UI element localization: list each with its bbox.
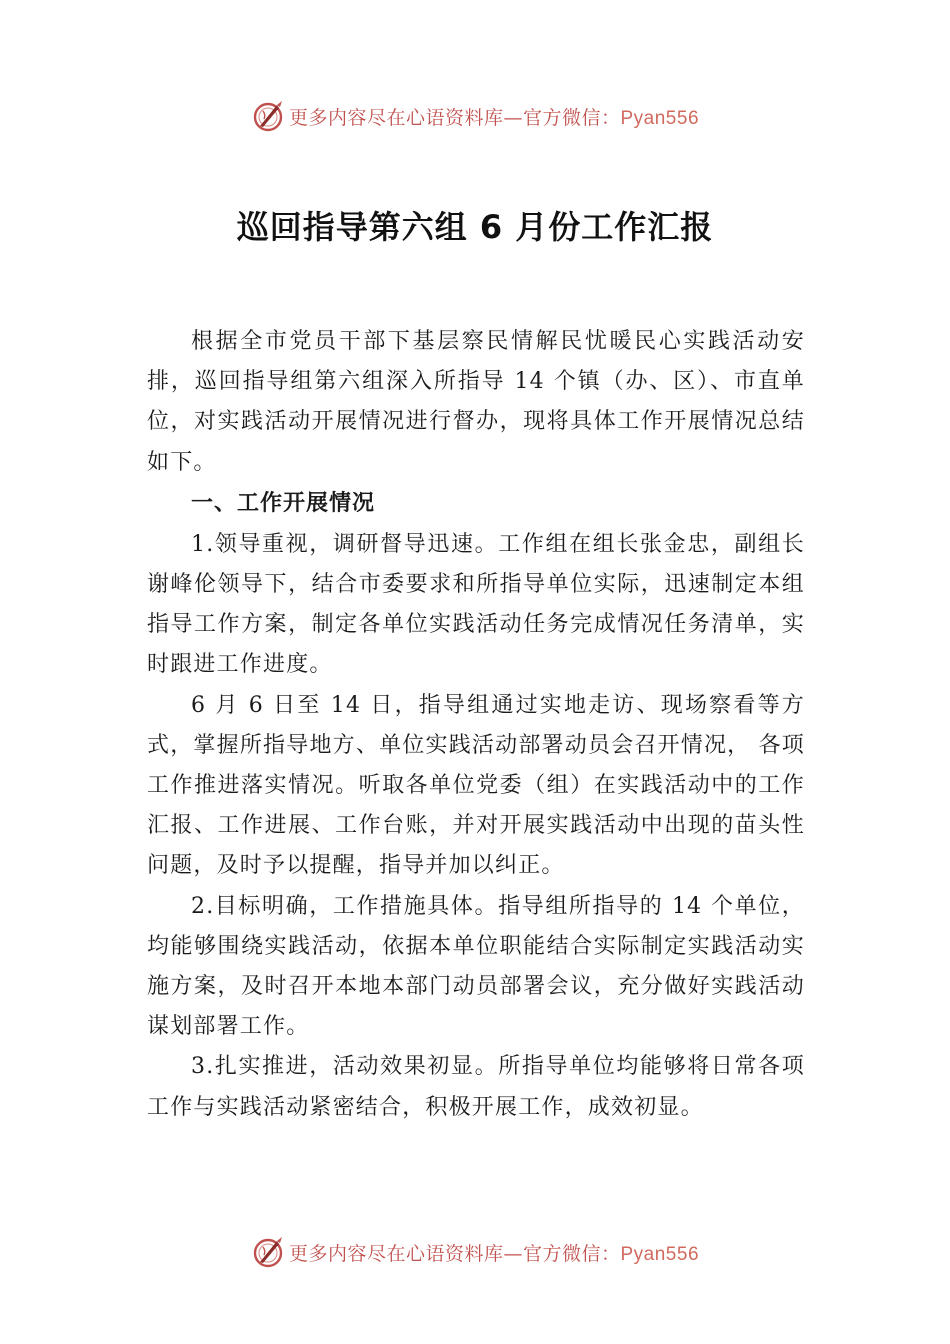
section-heading: 一、工作开展情况 [191,490,376,516]
header-wechat-id: Pyan556 [620,107,700,129]
paragraph-3: 2.目标明确，工作措施具体。指导组所指导的 14 个单位，均能够围绕实践活动，依据本单位职能结合实际制定实践活动实施方案，及时召开本地本部门动员部署会议，充分做好实践活动谋划部署工作。 [147,893,805,1040]
quill-circle-icon [251,99,285,133]
document-body [147,322,805,1128]
header-banner-text: 更多内容尽在心语资料库—官方微信：Pyan556 [288,106,700,129]
paragraph-1: 1.领导重视，调研督导迅速。工作组在组长张金忠，副组长谢峰伦领导下，结合市委要求和所指导单位实际，迅速制定本组指导工作方案，制定各单位实践活动任务完成情况任务清单，实时跟进工作进度。 [147,531,805,678]
footer-banner-text: 更多内容尽在心语资料库—官方微信：Pyan556 [288,1242,700,1265]
intro-paragraph: 根据全市党员干部下基层察民情解民忧暖民心实践活动安排，巡回指导组第六组深入所指导 14 个镇（办、区）、市直单位，对实践活动开展情况进行督办，现将具体工作开展情况总结如下。 [147,329,805,475]
paragraph-2: 6 月 6 日至 14 日，指导组通过实地走访、现场察看等方式，掌握所指导地方、单位实践活动部署动员会召开情况， 各项工作推进落实情况。听取各单位党委（组）在实践活动中的工作汇报、工作进展、工作台账，并对开展实践活动中出现的苗头性问题，及时予以提醒，指导并加以纠正。 [147,692,805,879]
footer-wechat-id: Pyan556 [620,1243,700,1265]
footer-banner [0,1232,950,1272]
paragraph-4: 3.扎实推进，活动效果初显。所指导单位均能够将日常各项工作与实践活动紧密结合，积极开展工作，成效初显。 [147,1054,805,1120]
header-banner [0,96,950,136]
quill-circle-icon [251,1235,285,1269]
document-title: 巡回指导第六组 6 月份工作汇报 [236,208,714,246]
